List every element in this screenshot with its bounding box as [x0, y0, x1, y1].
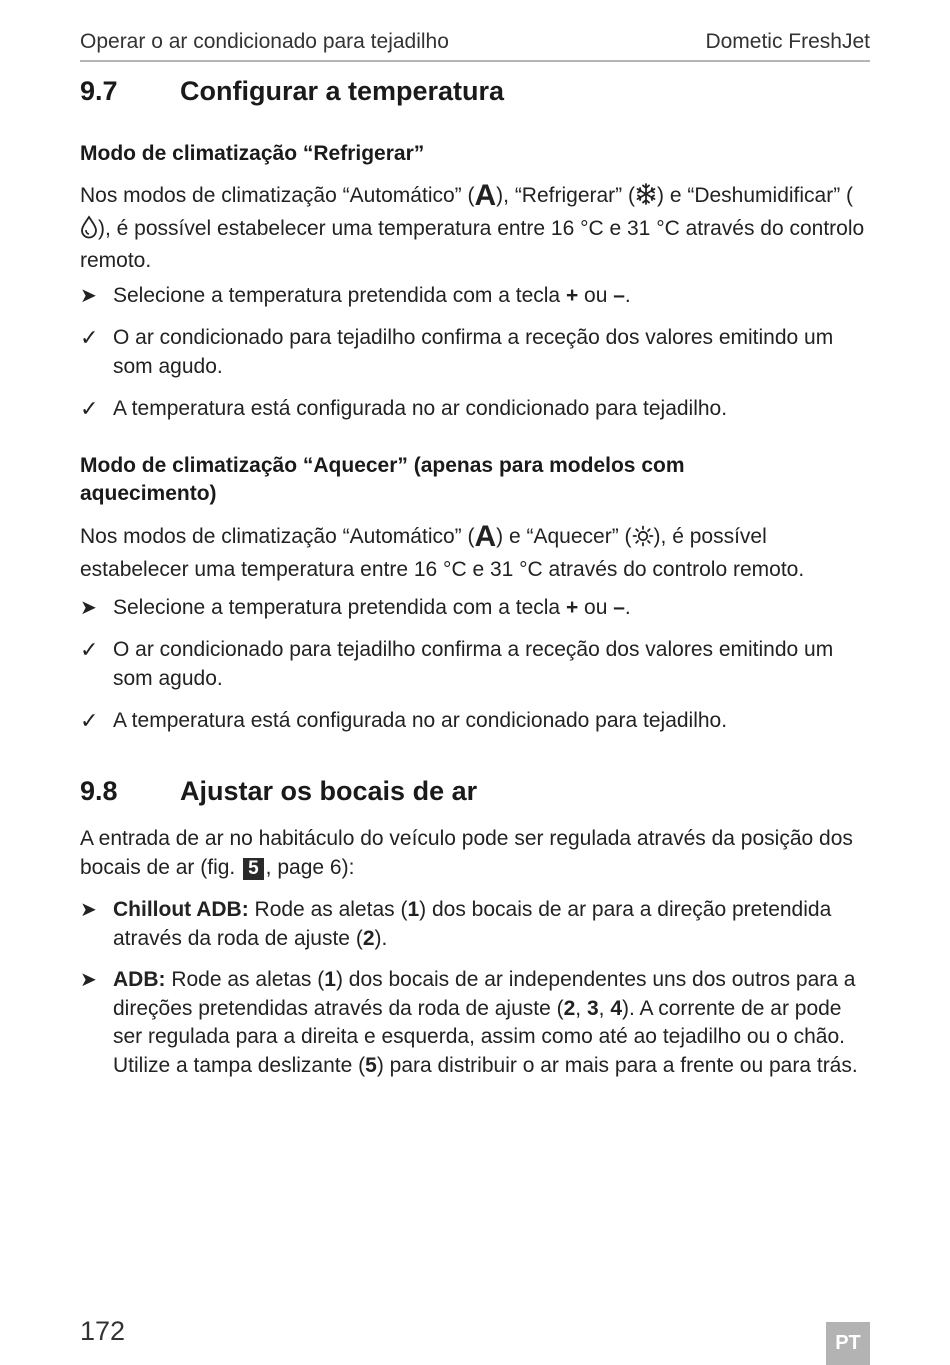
text: , page 6): — [265, 855, 355, 879]
result-text: A temperatura está configurada no ar condicionado para tejadilho. — [113, 709, 728, 732]
text: . — [624, 596, 631, 619]
text: ) dos bocais de ar para a direção pretendida através da roda de ajuste ( — [113, 898, 832, 950]
plus-key: + — [565, 596, 579, 619]
text: ) e “Aquecer” ( — [496, 525, 632, 548]
section-number: 9.7 — [80, 76, 118, 106]
text: ), é possível estabelecer uma temperatura entre 16 °C e 31 °C através do controlo remoto. — [80, 216, 865, 272]
minus-key: – — [613, 596, 625, 619]
page-header — [80, 28, 870, 62]
snowflake-icon — [635, 182, 657, 215]
text: Selecione a temperatura pretendida com a tecla — [113, 596, 566, 619]
instruction-step — [80, 896, 870, 953]
arrow-icon: ➤ — [80, 285, 97, 307]
figure-number-badge: 5 — [243, 858, 264, 880]
text: , — [598, 996, 611, 1020]
subheading-cooling: Modo de climatização “Refrigerar” — [80, 142, 425, 165]
text: ) e “Deshumidificar” ( — [657, 184, 854, 207]
instruction-step — [80, 282, 870, 311]
sun-icon — [632, 525, 654, 556]
text: ) para distribuir o ar mais para a frente ou para trás. — [376, 1053, 858, 1077]
language-tab: PT — [826, 1322, 870, 1365]
text: Rode as aletas ( — [248, 898, 408, 921]
text: ). — [374, 926, 388, 950]
result-item — [80, 324, 870, 381]
text: Nos modos de climatização “Automático” ( — [80, 184, 475, 207]
result-item — [80, 707, 870, 736]
subheading-heating: Modo de climatização “Aquecer” (apenas para modelos com aquecimento) — [80, 454, 685, 505]
result-item — [80, 636, 870, 693]
checkmark-icon: ✓ — [80, 637, 99, 662]
text: A entrada de ar no habitáculo do veículo pode ser regulada através da posição dos bocais de ar (fig. — [80, 827, 853, 879]
text: ou — [578, 284, 614, 307]
arrow-icon: ➤ — [80, 899, 97, 921]
page-number: 172 — [80, 1316, 126, 1346]
text: ). A corrente de ar pode ser regulada para a direita e esquerda, assim como até ao tejadilho ou o chão. Utilize a tampa deslizante ( — [113, 996, 845, 1077]
instruction-step — [80, 966, 870, 1080]
section-heading: Configurar a temperatura — [180, 76, 505, 106]
header-chapter: Operar o ar condicionado para tejadilho — [80, 30, 449, 53]
step-label: Chillout ADB: — [113, 898, 249, 921]
result-text: O ar condicionado para tejadilho confirma a receção dos valores emitindo um som agudo. — [113, 326, 834, 378]
text: ), “Refrigerar” ( — [496, 184, 635, 207]
text: , — [575, 996, 587, 1020]
part-number: 2 — [362, 926, 375, 950]
text: Nos modos de climatização “Automático” ( — [80, 525, 475, 548]
part-number: 1 — [324, 968, 336, 991]
auto-mode-icon: A — [474, 179, 497, 212]
step-label: ADB: — [113, 968, 166, 991]
paragraph-heating — [80, 520, 870, 584]
minus-key: – — [613, 284, 625, 307]
text: ) dos bocais de ar independentes uns dos outros para a direções pretendidas através da roda de ajuste ( — [113, 968, 856, 1020]
section-title-9-8 — [80, 776, 477, 807]
instruction-step — [80, 594, 870, 623]
checkmark-icon: ✓ — [80, 708, 99, 733]
text: Rode as aletas ( — [165, 968, 325, 991]
section-heading: Ajustar os bocais de ar — [180, 776, 478, 806]
header-product: Dometic FreshJet — [705, 30, 870, 53]
droplet-icon — [80, 215, 98, 248]
part-number: 3 — [586, 996, 599, 1020]
auto-mode-icon: A — [474, 520, 497, 553]
text: Selecione a temperatura pretendida com a tecla — [113, 284, 566, 307]
part-number: 4 — [610, 996, 623, 1020]
part-number: 2 — [563, 996, 576, 1020]
section-title-9-7 — [80, 76, 504, 107]
result-text: A temperatura está configurada no ar condicionado para tejadilho. — [113, 397, 728, 420]
result-item — [80, 395, 870, 424]
plus-key: + — [565, 284, 579, 307]
section-number: 9.8 — [80, 776, 118, 806]
paragraph-air-nozzles — [80, 825, 870, 882]
arrow-icon: ➤ — [80, 597, 97, 619]
arrow-icon: ➤ — [80, 969, 97, 991]
text: . — [624, 284, 631, 307]
checkmark-icon: ✓ — [80, 325, 99, 350]
text: ), é possível estabelecer uma temperatura entre 16 °C e 31 °C através do controlo remoto. — [80, 525, 805, 581]
part-number: 5 — [365, 1053, 377, 1077]
text: ou — [578, 596, 614, 619]
checkmark-icon: ✓ — [80, 396, 99, 421]
paragraph-cooling — [80, 179, 870, 276]
part-number: 1 — [407, 898, 420, 921]
result-text: O ar condicionado para tejadilho confirma a receção dos valores emitindo um som agudo. — [113, 638, 834, 690]
